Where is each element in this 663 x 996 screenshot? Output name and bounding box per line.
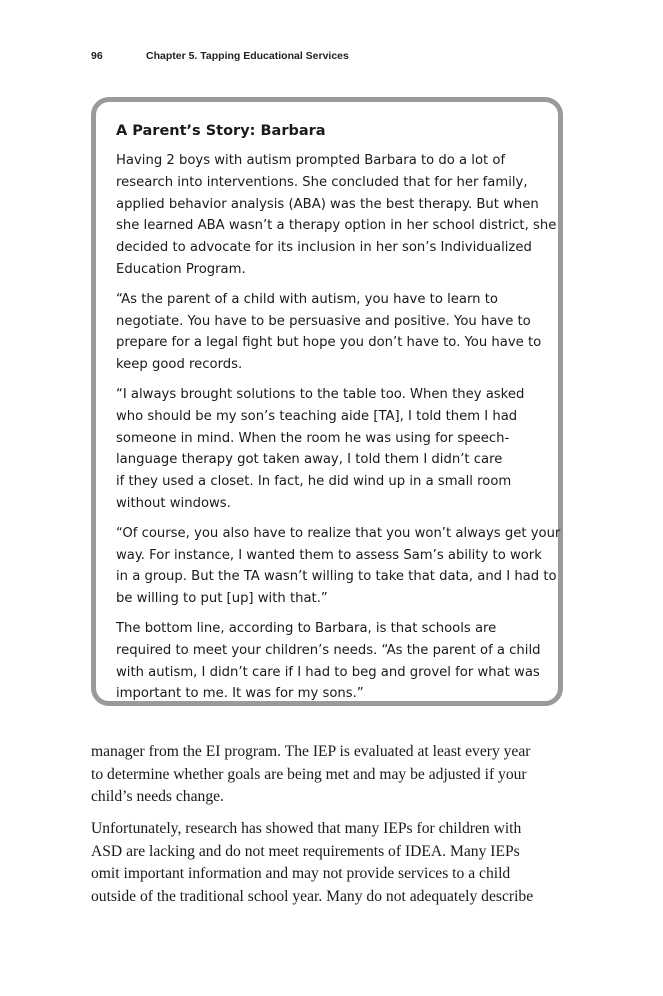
body-line: Unfortunately, research has showed that many IEPs for children with (91, 820, 522, 837)
sidebar-title: A Parent’s Story: Barbara (116, 123, 326, 139)
page-number: 96 (91, 50, 103, 62)
sidebar-paragraph (116, 150, 557, 281)
body-line: manager from the EI program. The IEP is evaluated at least every year (91, 743, 531, 760)
sidebar-paragraph (116, 523, 561, 610)
sidebar-line: The bottom line, according to Barbara, is that schools are (116, 620, 497, 636)
sidebar-line: research into interventions. She concluded that for her family, (116, 174, 528, 190)
sidebar-line: “Of course, you also have to realize that you won’t always get your (116, 525, 561, 541)
sidebar-paragraph (116, 289, 542, 376)
sidebar-line: language therapy got taken away, I told them I didn’t care (116, 452, 503, 468)
body-paragraph (91, 818, 561, 908)
body-paragraph (91, 741, 561, 809)
chapter-title: Chapter 5. Tapping Educational Services (146, 50, 349, 62)
sidebar-line: applied behavior analysis (ABA) was the best therapy. But when (116, 196, 539, 212)
sidebar-line: keep good records. (116, 357, 243, 373)
body-line: ASD are lacking and do not meet requirements of IDEA. Many IEPs (91, 842, 520, 860)
sidebar-line: Education Program. (116, 261, 246, 277)
body-line: child’s needs change. (91, 788, 224, 806)
body-line: outside of the traditional school year. Many do not adequately describe (91, 887, 534, 905)
sidebar-line: Having 2 boys with autism prompted Barbara to do a lot of (116, 153, 506, 168)
sidebar-line: who should be my son’s teaching aide [TA], I told them I had (116, 408, 518, 424)
sidebar-line: be willing to put [up] with that.” (116, 591, 328, 607)
sidebar-line: way. For instance, I wanted them to assess Sam’s ability to work (116, 547, 542, 563)
sidebar-line: “I always brought solutions to the table too. When they asked (116, 386, 525, 402)
sidebar-line: important to me. It was for my sons.” (116, 686, 364, 702)
sidebar-line: with autism, I didn’t care if I had to beg and grovel for what was (116, 664, 540, 680)
sidebar-line: she learned ABA wasn’t a therapy option in her school district, she (116, 218, 557, 234)
sidebar-line: negotiate. You have to be persuasive and positive. You have to (116, 313, 531, 329)
sidebar-paragraph (116, 384, 538, 515)
sidebar-line: someone in mind. When the room he was using for speech- (116, 430, 510, 446)
parent-story-sidebar (91, 97, 563, 706)
sidebar-paragraph (116, 618, 541, 705)
sidebar-line: if they used a closet. In fact, he did wind up in a small room (116, 474, 512, 490)
sidebar-line: required to meet your children’s needs. “As the parent of a child (116, 642, 541, 658)
sidebar-line: prepare for a legal fight but hope you don’t have to. You have to (116, 335, 542, 351)
sidebar-line: “As the parent of a child with autism, you have to learn to (116, 291, 498, 307)
body-line: to determine whether goals are being met and may be adjusted if your (91, 765, 527, 783)
sidebar-line: in a group. But the TA wasn’t willing to take that data, and I had to (116, 569, 557, 585)
body-line: omit important information and may not provide services to a child (91, 865, 511, 883)
running-head (91, 50, 349, 62)
sidebar-line: decided to advocate for its inclusion in her son’s Individualized (116, 240, 532, 256)
sidebar-line: without windows. (116, 495, 231, 511)
